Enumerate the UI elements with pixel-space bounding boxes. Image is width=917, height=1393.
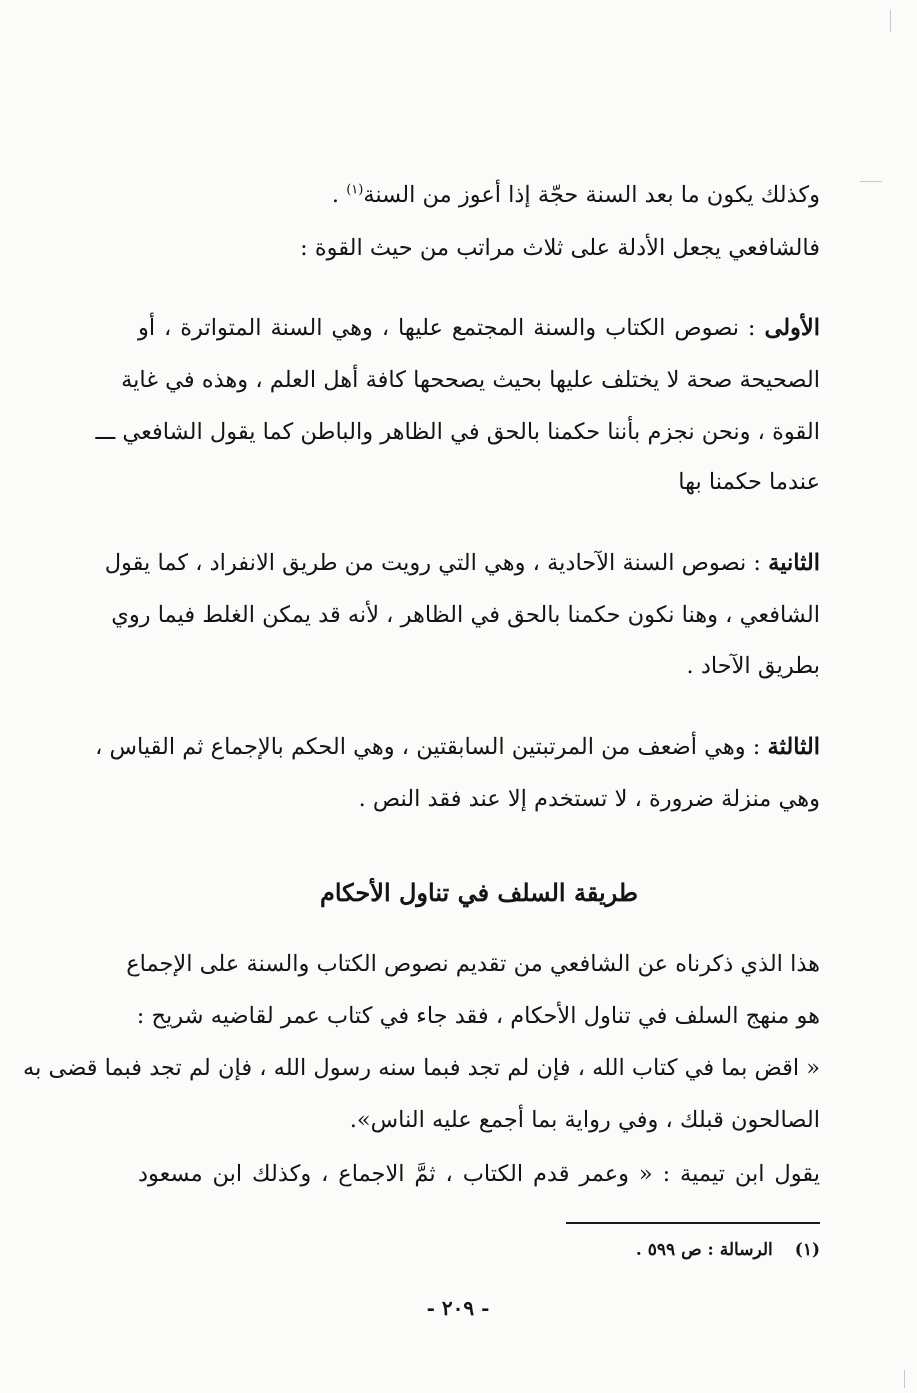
scan-mark-bottom — [904, 1370, 905, 1388]
rank-1-line-2: الصحيحة صحة لا يختلف عليها بحيث يصححها كافة أهل العلم ، وهذه في غاية — [121, 367, 820, 393]
scan-mark-middle — [860, 181, 882, 182]
rank-1-line-1 — [138, 313, 820, 343]
rank-2-line-2: الشافعي ، وهنا نكون حكمنا بالحق في الظاهر ، لأنه قد يمكن الغلط فيما روي — [111, 602, 820, 628]
section-paragraph-line-2: هو منهج السلف في تناول الأحكام ، فقد جاء في كتاب عمر لقاضيه شريح : — [136, 1003, 820, 1029]
section-paragraph-line-1: هذا الذي ذكرناه عن الشافعي من تقديم نصوص الكتاب والسنة على الإجماع — [126, 951, 820, 977]
page-number: - ٢٠٩ - — [426, 1296, 490, 1320]
footnote-divider — [566, 1222, 820, 1224]
intro-line-2: فالشافعي يجعل الأدلة على ثلاث مراتب من حيث القوة : — [300, 235, 820, 261]
intro-line-1 — [138, 180, 820, 210]
rank-3-line-2: وهي منزلة ضرورة ، لا تستخدم إلا عند فقد النص . — [358, 786, 820, 812]
rank-2-line-3: بطريق الآحاد . — [686, 653, 820, 679]
rank-1-text-1: : نصوص الكتاب والسنة المجتمع عليها ، وهي السنة المتواترة ، أو — [138, 315, 765, 341]
rank-2-label: الثانية — [768, 550, 820, 576]
rank-2-text-1: : نصوص السنة الآحادية ، وهي التي رويت من طريق الانفراد ، كما يقول — [104, 550, 769, 576]
rank-1-line-4: عندما حكمنا بها — [678, 469, 820, 495]
intro-line-1-text: وكذلك يكون ما بعد السنة حجّة إذا أعوز من السنة — [363, 182, 820, 208]
footnote-mark: (١) — [794, 1240, 820, 1260]
rank-1-line-3: القوة ، ونحن نجزم بأننا حكمنا بالحق في الظاهر والباطن كما يقول الشافعي ـــ — [95, 419, 820, 445]
intro-line-1-end: . — [331, 182, 347, 208]
section-heading: طريقة السلف في تناول الأحكام — [320, 878, 638, 907]
section-paragraph-line-3: « اقض بما في كتاب الله ، فإن لم تجد فبما سنه رسول الله ، فإن لم تجد فبما قضى به — [23, 1055, 820, 1081]
scan-mark-top — [890, 10, 891, 32]
section-paragraph-line-4: الصالحون قبلك ، وفي رواية بما أجمع عليه الناس». — [349, 1107, 820, 1133]
rank-3-line-1 — [95, 732, 820, 762]
rank-3-text-1: : وهي أضعف من المرتبتين السابقتين ، وهي الحكم بالإجماع ثم القياس ، — [95, 734, 768, 760]
footnote — [500, 1238, 820, 1262]
quote-line: يقول ابن تيمية : « وعمر قدم الكتاب ، ثمَّ الاجماع ، وكذلك ابن مسعود — [138, 1161, 820, 1187]
footnote-text: الرسالة : ص ٥٩٩ . — [635, 1240, 773, 1260]
footnote-reference: (١) — [346, 182, 364, 198]
rank-2-line-1 — [104, 548, 820, 578]
rank-1-label: الأولى — [764, 315, 820, 341]
rank-3-label: الثالثة — [767, 734, 820, 760]
